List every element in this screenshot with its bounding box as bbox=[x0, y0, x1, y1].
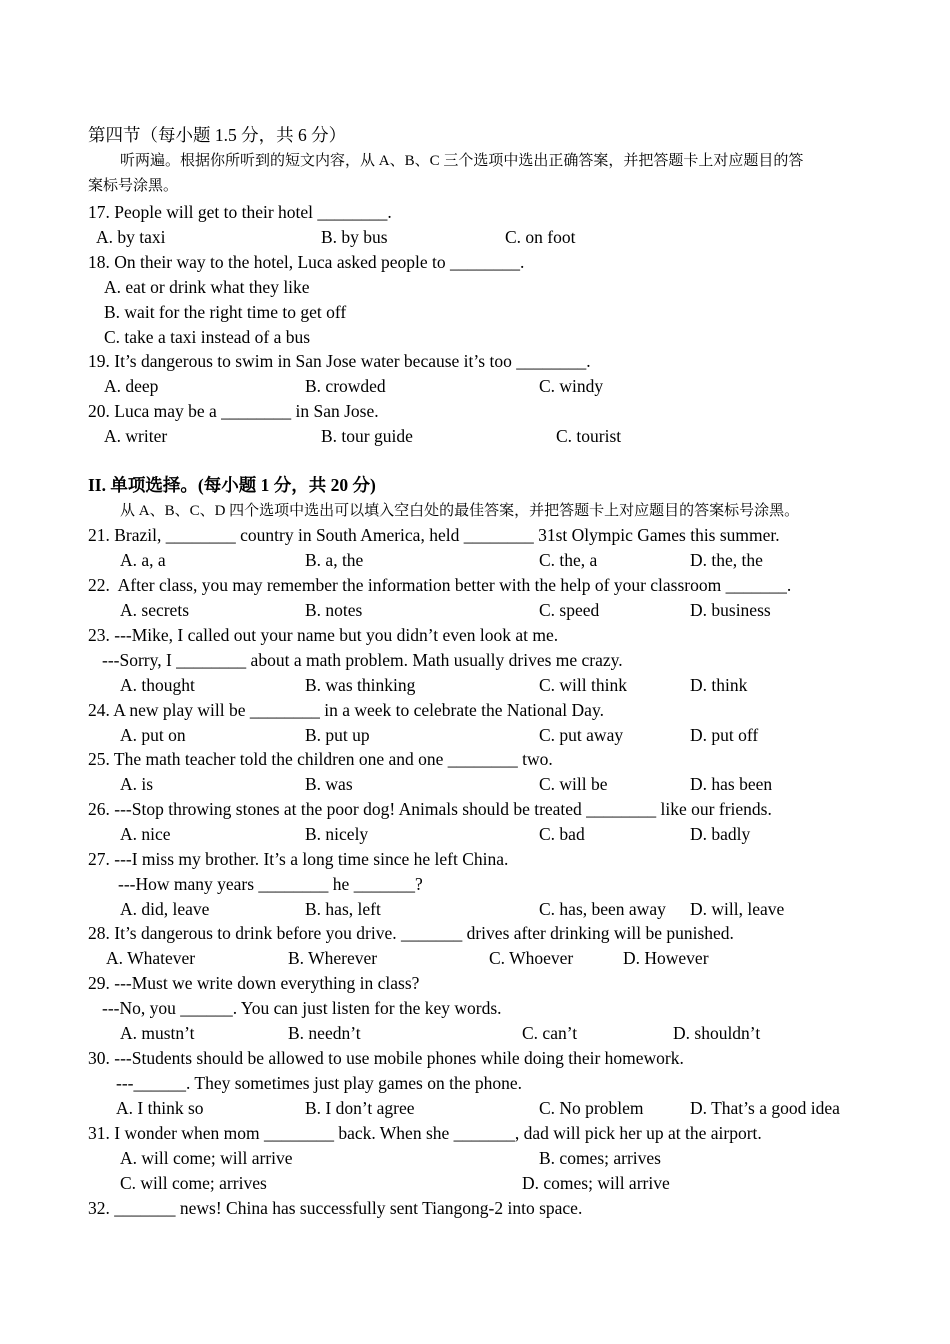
q29-option-b: B. needn’t bbox=[288, 1023, 361, 1043]
q24-option-c: C. put away bbox=[539, 725, 624, 745]
q27-option-c: C. has, been away bbox=[539, 899, 666, 919]
q25-option-d: D. has been bbox=[690, 774, 773, 794]
q19-option-a: A. deep bbox=[104, 376, 159, 396]
question-30: 30. ---Students should be allowed to use mobile phones while doing their homework. bbox=[88, 1048, 684, 1068]
question-24: 24. A new play will be ________ in a week to celebrate the National Day. bbox=[88, 700, 604, 720]
q30-option-c: C. No problem bbox=[539, 1098, 644, 1118]
q21-option-a: A. a, a bbox=[120, 550, 166, 570]
q31-option-c: C. will come; arrives bbox=[120, 1173, 267, 1193]
q24-option-b: B. put up bbox=[305, 725, 370, 745]
q28-option-c: C. Whoever bbox=[489, 948, 574, 968]
q20-option-b: B. tour guide bbox=[321, 426, 413, 446]
q31-option-a: A. will come; will arrive bbox=[120, 1148, 293, 1168]
question-21: 21. Brazil, ________ country in South America, held ________ 31st Olympic Games this summer. bbox=[88, 525, 780, 545]
q21-option-b: B. a, the bbox=[305, 550, 364, 570]
question-27-reply: ---How many years ________ he _______? bbox=[118, 874, 423, 894]
q20-option-c: C. tourist bbox=[556, 426, 622, 446]
q21-option-d: D. the, the bbox=[690, 550, 763, 570]
q27-option-d: D. will, leave bbox=[690, 899, 785, 919]
q29-option-d: D. shouldn’t bbox=[673, 1023, 761, 1043]
question-17: 17. People will get to their hotel ________. bbox=[88, 202, 392, 222]
q23-option-b: B. was thinking bbox=[305, 675, 416, 695]
q23-option-d: D. think bbox=[690, 675, 748, 695]
question-18: 18. On their way to the hotel, Luca asked people to ________. bbox=[88, 252, 525, 272]
q23-option-c: C. will think bbox=[539, 675, 627, 695]
q22-option-a: A. secrets bbox=[120, 600, 190, 620]
section4-title: 第四节（每小题 1.5 分，共 6 分） bbox=[88, 125, 347, 145]
question-27: 27. ---I miss my brother. It’s a long time since he left China. bbox=[88, 849, 509, 869]
q28-option-b: B. Wherever bbox=[288, 948, 378, 968]
q18-option-a: A. eat or drink what they like bbox=[104, 277, 310, 297]
q22-option-d: D. business bbox=[690, 600, 771, 620]
q30-option-b: B. I don’t agree bbox=[305, 1098, 415, 1118]
q21-option-c: C. the, a bbox=[539, 550, 598, 570]
question-25: 25. The math teacher told the children one and one ________ two. bbox=[88, 749, 553, 769]
question-20: 20. Luca may be a ________ in San Jose. bbox=[88, 401, 379, 421]
q18-option-b: B. wait for the right time to get off bbox=[104, 302, 347, 322]
q27-option-b: B. has, left bbox=[305, 899, 381, 919]
q26-option-a: A. nice bbox=[120, 824, 171, 844]
question-30-reply: ---______. They sometimes just play games on the phone. bbox=[116, 1073, 522, 1093]
q31-option-b: B. comes; arrives bbox=[539, 1148, 661, 1168]
q26-option-b: B. nicely bbox=[305, 824, 369, 844]
question-19: 19. It’s dangerous to swim in San Jose water because it’s too ________. bbox=[88, 351, 591, 371]
q24-option-d: D. put off bbox=[690, 725, 759, 745]
q20-option-a: A. writer bbox=[104, 426, 168, 446]
q17-option-b: B. by bus bbox=[321, 227, 388, 247]
q17-option-a: A. by taxi bbox=[96, 227, 166, 247]
question-23-reply: ---Sorry, I ________ about a math problem. Math usually drives me crazy. bbox=[102, 650, 623, 670]
q26-option-c: C. bad bbox=[539, 824, 585, 844]
q17-option-c: C. on foot bbox=[505, 227, 576, 247]
question-32: 32. _______ news! China has successfully sent Tiangong-2 into space. bbox=[88, 1198, 583, 1218]
q23-option-a: A. thought bbox=[120, 675, 195, 695]
q22-option-b: B. notes bbox=[305, 600, 363, 620]
section4-instruction-cont: 案标号涂黑。 bbox=[88, 178, 179, 194]
q24-option-a: A. put on bbox=[120, 725, 186, 745]
question-28: 28. It’s dangerous to drink before you drive. _______ drives after drinking will be punished. bbox=[88, 923, 734, 943]
question-22: 22. After class, you may remember the information better with the help of your classroom _______. bbox=[88, 575, 792, 595]
q29-option-a: A. mustn’t bbox=[120, 1023, 195, 1043]
question-23: 23. ---Mike, I called out your name but you didn’t even look at me. bbox=[88, 625, 559, 645]
q26-option-d: D. badly bbox=[690, 824, 751, 844]
q27-option-a: A. did, leave bbox=[120, 899, 210, 919]
section2-title: II. 单项选择。(每小题 1 分，共 20 分) bbox=[88, 475, 376, 495]
q28-option-d: D. However bbox=[623, 948, 709, 968]
q19-option-c: C. windy bbox=[539, 376, 604, 396]
section4-instruction: 听两遍。根据你所听到的短文内容，从 A、B、C 三个选项中选出正确答案，并把答题卡上对应题目的答 bbox=[120, 153, 804, 169]
q31-option-d: D. comes; will arrive bbox=[522, 1173, 670, 1193]
q29-option-c: C. can’t bbox=[522, 1023, 578, 1043]
q30-option-a: A. I think so bbox=[116, 1098, 204, 1118]
q18-option-c: C. take a taxi instead of a bus bbox=[104, 327, 311, 347]
q30-option-d: D. That’s a good idea bbox=[690, 1098, 840, 1118]
q22-option-c: C. speed bbox=[539, 600, 600, 620]
q25-option-c: C. will be bbox=[539, 774, 608, 794]
q28-option-a: A. Whatever bbox=[106, 948, 196, 968]
question-31: 31. I wonder when mom ________ back. When she _______, dad will pick her up at the airport. bbox=[88, 1123, 762, 1143]
question-29: 29. ---Must we write down everything in class? bbox=[88, 973, 420, 993]
section2-instruction: 从 A、B、C、D 四个选项中选出可以填入空白处的最佳答案，并把答题卡上对应题目的答案标号涂黑。 bbox=[120, 503, 800, 519]
question-29-reply: ---No, you ______. You can just listen for the key words. bbox=[102, 998, 502, 1018]
q25-option-b: B. was bbox=[305, 774, 353, 794]
q25-option-a: A. is bbox=[120, 774, 154, 794]
question-26: 26. ---Stop throwing stones at the poor dog! Animals should be treated ________ like our friends. bbox=[88, 799, 772, 819]
q19-option-b: B. crowded bbox=[305, 376, 386, 396]
